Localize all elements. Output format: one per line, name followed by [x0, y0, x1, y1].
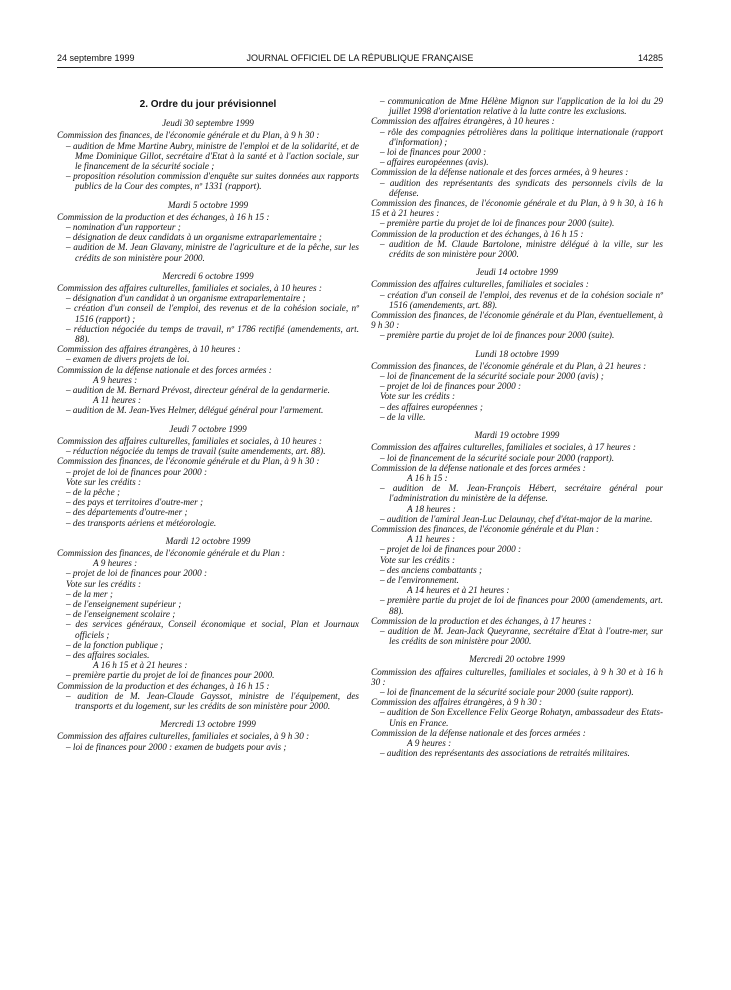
- agenda-item: – audition de M. Jean-Jack Queyranne, secrétaire d'Etat à l'outre-mer, sur les crédits de son ministère pour 2000.: [371, 626, 663, 646]
- agenda-item: – de la fonction publique ;: [57, 640, 359, 650]
- commission: Commission de la défense nationale et des forces armées :: [371, 727, 586, 738]
- header-rule: [57, 67, 663, 68]
- commission: Commission des affaires culturelles, familiales et sociales :: [371, 279, 589, 290]
- commission: Commission de la défense nationale et des forces armées :: [371, 462, 586, 473]
- right-column: [371, 96, 663, 758]
- agenda-item: – de la mer ;: [57, 589, 359, 599]
- agenda-item: – audition de l'amiral Jean-Luc Delaunay, chef d'état-major de la marine.: [371, 514, 663, 524]
- agenda-item: – de l'environnement.: [371, 575, 663, 585]
- agenda-item: – loi de finances pour 2000 :: [371, 147, 663, 157]
- commission: Commission des affaires culturelles, familiales et sociales, à 10 heures :: [57, 283, 322, 294]
- vote-label: Vote sur les crédits :: [380, 554, 456, 565]
- agenda-item: – loi de finances pour 2000 : examen de budgets pour avis ;: [57, 742, 359, 752]
- vote-label: Vote sur les crédits :: [380, 391, 456, 402]
- agenda-item: – des transports aériens et météorologie.: [57, 518, 359, 528]
- time-slot: A 14 heures et à 21 heures :: [407, 585, 510, 596]
- vote-label: Vote sur les crédits :: [66, 578, 142, 589]
- agenda-item: – des affaires européennes ;: [371, 402, 663, 412]
- agenda-item: – création d'un conseil de l'emploi, des revenus et de la cohésion sociale nº 1516 (amendements, art. 88).: [371, 290, 663, 310]
- agenda-item: – audition de M. Jean Glavany, ministre de l'agriculture et de la pêche, sur les crédits de son ministère pour 2000.: [57, 242, 359, 262]
- day-heading: Lundi 18 octobre 1999: [475, 348, 559, 359]
- agenda-item: – proposition résolution commission d'enquête sur suites données aux rapports publics de la Cour des comptes, nº 1331 (rapport).: [57, 171, 359, 191]
- commission: Commission des affaires culturelles, familiales et sociales, à 17 heures :: [371, 442, 636, 453]
- commission: Commission de la production et des échanges, à 16 h 15 :: [57, 680, 270, 691]
- day-heading: Mardi 12 octobre 1999: [165, 535, 251, 546]
- commission: Commission des affaires étrangères, à 10 heures :: [57, 344, 241, 355]
- time-slot: A 11 heures :: [407, 534, 456, 545]
- agenda-item: – désignation d'un candidat à un organisme extraparlementaire ;: [57, 293, 359, 303]
- agenda-item: – audition de Son Excellence Felix George Rohatyn, ambassadeur des Etats-Unis en France.: [371, 707, 663, 727]
- agenda-item: – réduction négociée du temps de travail, nº 1786 rectifié (amendements, art. 88).: [57, 324, 359, 344]
- agenda-item: – première partie du projet de loi de finances pour 2000 (suite).: [371, 218, 663, 228]
- agenda-item: – rôle des compagnies pétrolières dans la politique internationale (rapport d'information) ;: [371, 127, 663, 147]
- commission: Commission des finances, de l'économie générale et du Plan :: [371, 523, 600, 534]
- time-slot: A 9 heures :: [407, 737, 452, 748]
- header-page-number: 14285: [637, 53, 663, 63]
- commission: Commission de la défense nationale et des forces armées, à 9 heures :: [371, 167, 629, 178]
- agenda-item: – désignation de deux candidats à un organisme extraparlementaire ;: [57, 232, 359, 242]
- commission: Commission des finances, de l'économie générale et du Plan, à 21 heures :: [371, 360, 647, 371]
- day-heading: Mardi 19 octobre 1999: [474, 430, 560, 441]
- commission: Commission de la production et des échanges, à 16 h 15 :: [57, 211, 270, 222]
- agenda-item: – création d'un conseil de l'emploi, des revenus et de la cohésion sociale, nº 1516 (rapport) ;: [57, 303, 359, 323]
- agenda-item: – examen de divers projets de loi.: [57, 354, 359, 364]
- agenda-item: – loi de financement de la sécurité sociale pour 2000 (rapport).: [371, 453, 663, 463]
- agenda-item: – des départements d'outre-mer ;: [57, 507, 359, 517]
- commission: Commission des finances, de l'économie générale et du Plan, à 9 h 30, à 16 h 15 et à 21 heures :: [371, 198, 663, 219]
- agenda-item: – réduction négociée du temps de travail (suite amendements, art. 88).: [57, 446, 359, 456]
- agenda-item: – audition des représentants des associations de retraités militaires.: [371, 748, 663, 758]
- time-slot: A 16 h 15 et à 21 heures :: [93, 660, 188, 671]
- header-journal-title: JOURNAL OFFICIEL DE LA RÉPUBLIQUE FRANÇAISE: [246, 53, 474, 63]
- agenda-item: – projet de loi de finances pour 2000 :: [371, 544, 663, 554]
- agenda-item: – communication de Mme Hélène Mignon sur l'application de la loi du 29 juillet 1998 d'orientation relative à la lutte contre les exclusions.: [371, 96, 663, 116]
- agenda-item: – projet de loi de finances pour 2000 :: [57, 467, 359, 477]
- commission: Commission des finances, de l'économie générale et du Plan :: [57, 547, 286, 558]
- agenda-item: – de la ville.: [371, 412, 663, 422]
- agenda-item: – audition de Mme Martine Aubry, ministre de l'emploi et de la solidarité, et de Mme Dominique Gillot, secrétaire d'Etat à la santé et à l'action sociale, sur le financement de la sécurité sociale ;: [57, 141, 359, 172]
- commission: Commission des affaires culturelles, familiales et sociales, à 9 h 30 :: [57, 731, 310, 742]
- page-header: [57, 53, 663, 67]
- commission: Commission des affaires étrangères, à 10 heures :: [371, 116, 555, 127]
- agenda-item: – nomination d'un rapporteur ;: [57, 222, 359, 232]
- agenda-item: – projet de loi de finances pour 2000 :: [57, 568, 359, 578]
- section-title: 2. Ordre du jour prévisionnel: [139, 99, 277, 110]
- commission: Commission des finances, de l'économie générale et du Plan, à 9 h 30 :: [57, 130, 320, 141]
- commission: Commission des finances, de l'économie générale et du Plan, à 9 h 30 :: [57, 456, 320, 467]
- agenda-item: – première partie du projet de loi de finances pour 2000.: [57, 670, 359, 680]
- commission: Commission des affaires culturelles, familiales et sociales, à 9 h 30 et à 16 h 30 :: [371, 666, 663, 687]
- agenda-item: – audition de M. Claude Bartolone, ministre délégué à la ville, sur les crédits de son ministère pour 2000.: [371, 239, 663, 259]
- agenda-item: – première partie du projet de loi de finances pour 2000 (suite).: [371, 330, 663, 340]
- time-slot: A 16 h 15 :: [407, 472, 448, 483]
- commission: Commission des affaires culturelles, familiales et sociales, à 10 heures :: [57, 435, 322, 446]
- commission: Commission de la défense nationale et des forces armées :: [57, 364, 272, 375]
- day-heading: Mercredi 20 octobre 1999: [469, 654, 565, 665]
- agenda-item: – des affaires sociales.: [57, 650, 359, 660]
- agenda-item: – audition de M. Bernard Prévost, directeur général de la gendarmerie.: [57, 385, 359, 395]
- agenda-item: – des pays et territoires d'outre-mer ;: [57, 497, 359, 507]
- day-heading: Mardi 5 octobre 1999: [167, 199, 249, 210]
- commission: Commission des affaires étrangères, à 9 h 30 :: [371, 697, 543, 708]
- agenda-item: – loi de financement de la sécurité sociale pour 2000 (suite rapport).: [371, 687, 663, 697]
- agenda-item: – loi de financement de la sécurité sociale pour 2000 (avis) ;: [371, 371, 663, 381]
- header-date: 24 septembre 1999: [57, 53, 135, 63]
- agenda-item: – audition des représentants des syndicats des personnels civils de la défense.: [371, 178, 663, 198]
- commission: Commission des finances, de l'économie générale et du Plan, éventuellement, à 9 h 30 :: [371, 310, 663, 331]
- time-slot: A 11 heures :: [93, 395, 142, 406]
- agenda-item: – première partie du projet de loi de finances pour 2000 (amendements, art. 88).: [371, 595, 663, 615]
- agenda-item: – projet de loi de finances pour 2000 :: [371, 381, 663, 391]
- agenda-item: – des anciens combattants ;: [371, 565, 663, 575]
- agenda-item: – de l'enseignement supérieur ;: [57, 599, 359, 609]
- time-slot: A 9 heures :: [93, 374, 138, 385]
- day-heading: Mercredi 6 octobre 1999: [162, 270, 254, 281]
- commission: Commission de la production et des échanges, à 17 heures :: [371, 615, 592, 626]
- agenda-item: – audition de M. Jean-François Hébert, secrétaire général pour l'administration du ministère de la défense.: [371, 483, 663, 503]
- left-column: [57, 96, 359, 752]
- time-slot: A 18 heures :: [407, 503, 456, 514]
- vote-label: Vote sur les crédits :: [66, 476, 142, 487]
- sub-item: – affaires européennes (avis).: [380, 157, 489, 168]
- day-heading: Jeudi 30 septembre 1999: [162, 118, 254, 129]
- commission: Commission de la production et des échanges, à 16 h 15 :: [371, 228, 584, 239]
- agenda-item: – audition de M. Jean-Yves Helmer, délégué général pour l'armement.: [57, 405, 359, 415]
- time-slot: A 9 heures :: [93, 558, 138, 569]
- agenda-item: – de l'enseignement scolaire ;: [57, 609, 359, 619]
- day-heading: Jeudi 14 octobre 1999: [475, 267, 559, 278]
- day-heading: Jeudi 7 octobre 1999: [169, 423, 247, 434]
- day-heading: Mercredi 13 octobre 1999: [160, 719, 256, 730]
- agenda-item: – des services généraux, Conseil économique et social, Plan et Journaux officiels ;: [57, 619, 359, 639]
- agenda-item: – audition de M. Jean-Claude Gayssot, ministre de l'équipement, des transports et du logement, sur les crédits de son ministère pour 2000.: [57, 691, 359, 711]
- agenda-item: – de la pêche ;: [57, 487, 359, 497]
